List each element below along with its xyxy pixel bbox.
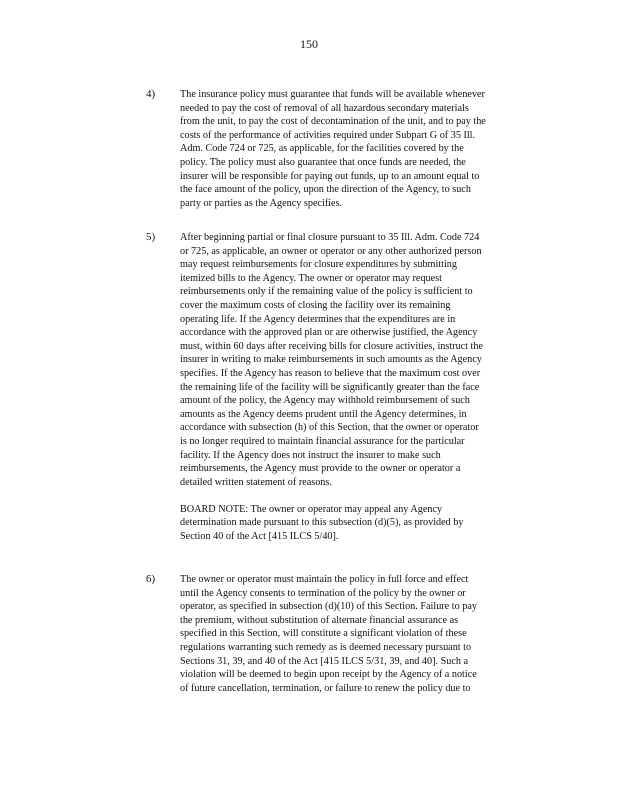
text-line: the premium, without substitution of alternate financial assurance as — [180, 614, 459, 626]
text-line: must, within 60 days after receiving bills for closure activities, instruct the — [180, 340, 484, 352]
item-number: 6) — [146, 573, 156, 585]
board-note — [180, 503, 540, 544]
text-line: detailed written statement of reasons. — [180, 476, 332, 488]
text-line: regulations warranting such remedy as is deemed necessary pursuant to — [180, 641, 472, 653]
text-line: insurer will be responsible for paying out funds, up to an amount equal to — [180, 170, 480, 182]
text-line: or 725, as applicable, an owner or operator or any other authorized person — [180, 245, 482, 257]
text-line: the remaining life of the facility will be significantly greater than the face — [180, 381, 480, 393]
text-line: from the unit, to pay the cost of decontamination of the unit, and to pay the — [180, 116, 486, 128]
text-line: of future cancellation, termination, or failure to renew the policy due to — [180, 682, 471, 694]
text-line: needed to pay the cost of removal of all hazardous secondary materials — [180, 102, 469, 114]
text-line: party or parties as the Agency specifies. — [180, 197, 343, 209]
text-line: The insurance policy must guarantee that funds will be available whenever — [180, 89, 485, 100]
text-line: violation will be deemed to begin upon receipt by the Agency of a notice — [180, 669, 477, 681]
note-line: determination made pursuant to this subsection (d)(5), as provided by — [180, 517, 464, 529]
text-line: reimbursements only if the remaining value of the policy is sufficient to — [180, 286, 473, 298]
text-line: amounts as the Agency deems prudent until the Agency determines, in — [180, 408, 467, 420]
text-line: cover the maximum costs of closing the facility over its remaining — [180, 299, 451, 311]
note-line: Section 40 of the Act [415 ILCS 5/40]. — [180, 531, 339, 543]
text-line: amount of the policy, the Agency may withhold reimbursement of such — [180, 395, 470, 407]
text-line: specifies. If the Agency has reason to believe that the maximum cost over — [180, 367, 481, 379]
text-line: may request reimbursements for closure expenditures by submitting — [180, 259, 457, 271]
text-line: Sections 31, 39, and 40 of the Act [415 ILCS 5/31, 39, and 40]. Such a — [180, 655, 469, 667]
item-text — [180, 231, 540, 544]
text-line: is no longer required to maintain financial assurance for the particular — [180, 435, 465, 447]
item-text — [180, 573, 540, 695]
text-line: itemized bills to the Agency. The owner or operator may request — [180, 272, 442, 284]
text-line: The owner or operator must maintain the policy in full force and effect — [180, 574, 469, 585]
text-line: policy. The policy must also guarantee that once funds are needed, the — [180, 156, 466, 168]
item-number: 5) — [146, 231, 156, 243]
text-line: until the Agency consents to termination of the policy by the owner or — [180, 587, 466, 599]
text-line: insurer in writing to make reimbursements in such amounts as the Agency — [180, 354, 482, 366]
text-line: accordance with the approved plan or are otherwise justified, the Agency — [180, 327, 478, 339]
text-line: After beginning partial or final closure pursuant to 35 Ill. Adm. Code 724 — [180, 232, 480, 243]
page-number: 150 — [300, 37, 318, 51]
text-line: operating life. If the Agency determines that the expenditures are in — [180, 313, 456, 325]
item-text — [180, 88, 540, 210]
text-line: operator, as specified in subsection (d)(10) of this Section. Failure to pay — [180, 601, 477, 613]
note-line: BOARD NOTE: The owner or operator may appeal any Agency — [180, 503, 443, 515]
text-line: reimbursements, the Agency must provide to the owner or operator a — [180, 463, 461, 475]
text-line: costs of the performance of activities required under Subpart G of 35 Ill. — [180, 129, 476, 141]
text-line: facility. If the Agency does not instruct the insurer to make such — [180, 449, 441, 461]
item-number: 4) — [146, 88, 156, 100]
text-line: the face amount of the policy, upon the direction of the Agency, to such — [180, 184, 471, 196]
text-line: specified in this Section, will constitute a significant violation of these — [180, 628, 467, 640]
text-line: accordance with subsection (h) of this Section, that the owner or operator — [180, 422, 479, 434]
text-line: Adm. Code 724 or 725, as applicable, for the facilities covered by the — [180, 143, 464, 155]
